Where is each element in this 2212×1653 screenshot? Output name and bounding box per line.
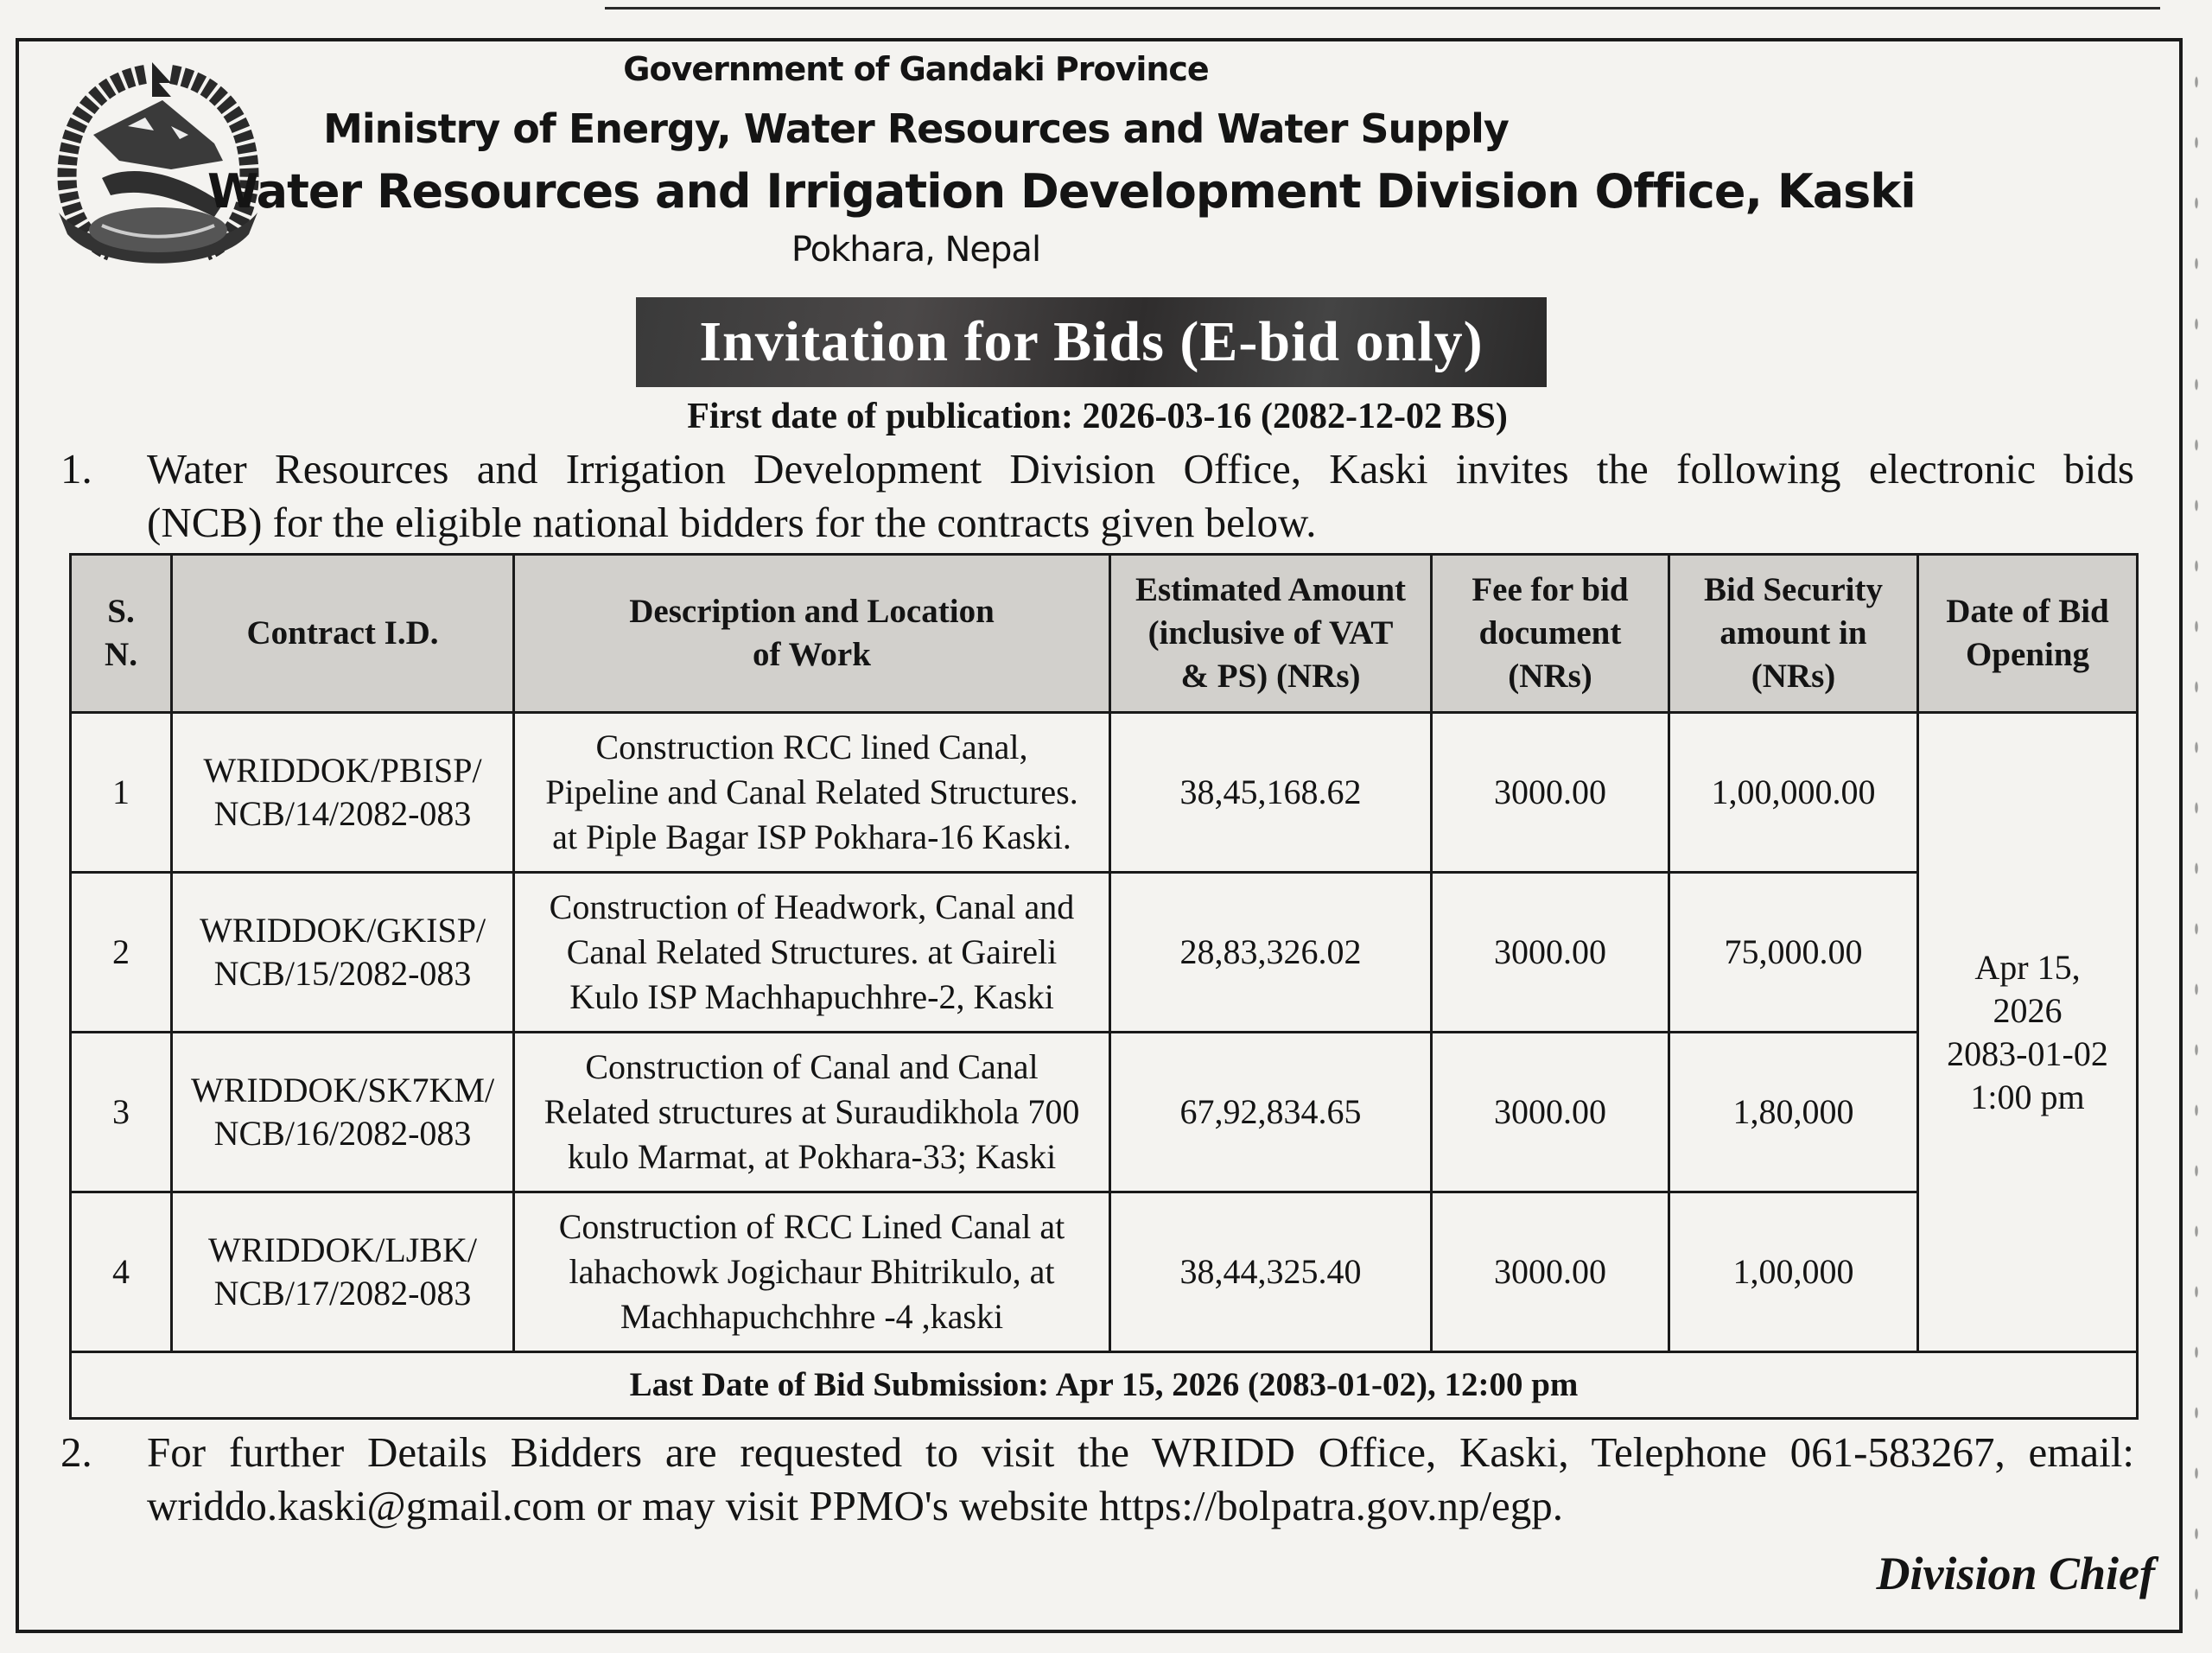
description-line: Canal Related Structures. at Gaireli [566, 932, 1058, 971]
paragraph-line-contact: wriddo.kaski@gmail.com or may visit PPMO's website https://bolpatra.gov.np/egp. [147, 1482, 1564, 1529]
header-text: S. [107, 593, 135, 630]
header-fee [1432, 555, 1669, 713]
paragraph-text [147, 1426, 2134, 1533]
paragraph-line: Water Resources and Irrigation Development Division Office, Kaski invites the following electronic bids [147, 445, 2134, 493]
cell-fee: 3000.00 [1432, 873, 1669, 1033]
header-text: (NRs) [1508, 658, 1592, 695]
header-text: Fee for bid [1471, 571, 1629, 608]
table-row [71, 1033, 2138, 1192]
table-row [71, 1192, 2138, 1352]
cell-bid-security: 1,00,000 [1669, 1192, 1918, 1352]
cell-fee: 3000.00 [1432, 1033, 1669, 1192]
paragraph-number: 1. [60, 445, 92, 493]
header-text: Contract I.D. [246, 614, 439, 652]
opening-date-line: Apr 15, [1974, 947, 2081, 987]
city-heading: Pokhara, Nepal [791, 230, 1041, 270]
last-submission-date: Last Date of Bid Submission: Apr 15, 2026 (2083-01-02), 12:00 pm [71, 1352, 2138, 1419]
header-text: of Work [753, 636, 871, 673]
opening-date-line: 2083-01-02 [1947, 1033, 2108, 1073]
cell-description [514, 1033, 1110, 1192]
opening-date-line: 2026 [1993, 990, 2063, 1030]
paragraph-line: (NCB) for the eligible national bidders for the contracts given below. [147, 499, 1317, 546]
header-estimated-amount [1110, 555, 1432, 713]
contract-id-line: NCB/17/2082-083 [213, 1274, 472, 1313]
contract-id-line: WRIDDOK/LJBK/ [207, 1230, 478, 1269]
signature-division-chief: Division Chief [1876, 1548, 2155, 1599]
contract-id-line: NCB/14/2082-083 [213, 794, 472, 833]
description-line: Construction of Canal and Canal [585, 1047, 1039, 1086]
header-text: & PS) (NRs) [1180, 658, 1361, 695]
paragraph-number: 2. [60, 1428, 92, 1476]
contract-id-line: NCB/15/2082-083 [213, 954, 472, 993]
cell-bid-security: 1,80,000 [1669, 1033, 1918, 1192]
header-text: document [1478, 614, 1622, 652]
description-line: kulo Marmat, at Pokhara-33; Kaski [567, 1137, 1057, 1176]
first-publication-date: First date of publication: 2026-03-16 (2082-12-02 BS) [687, 397, 1508, 436]
table-row [71, 873, 2138, 1033]
cell-contract-id [172, 873, 514, 1033]
description-line: Construction of RCC Lined Canal at [558, 1207, 1065, 1246]
cell-description [514, 713, 1110, 873]
scan-specks [2188, 52, 2212, 1607]
description-line: Related structures at Suraudikhola 700 [543, 1092, 1080, 1131]
cell-opening-date [1918, 713, 2138, 1352]
contract-id-line: NCB/16/2082-083 [213, 1114, 472, 1153]
notice-title-banner: Invitation for Bids (E-bid only) [636, 297, 1547, 387]
ministry-heading: Ministry of Energy, Water Resources and Water Supply [323, 105, 1509, 152]
header-text: Description and Location [629, 593, 995, 630]
header-text: Date of Bid [1946, 593, 2109, 630]
header-text: Opening [1965, 636, 2090, 673]
government-heading: Government of Gandaki Province [623, 50, 1209, 88]
cell-estimated-amount: 28,83,326.02 [1110, 873, 1432, 1033]
cell-description [514, 873, 1110, 1033]
header-sn [71, 555, 172, 713]
cell-bid-security: 75,000.00 [1669, 873, 1918, 1033]
cell-fee: 3000.00 [1432, 713, 1669, 873]
paragraph-2 [60, 1426, 2134, 1538]
header-text: amount in [1719, 614, 1867, 652]
cell-bid-security: 1,00,000.00 [1669, 713, 1918, 873]
description-line: Construction of Headwork, Canal and [549, 887, 1075, 926]
cell-contract-id [172, 713, 514, 873]
header-description [514, 555, 1110, 713]
header-text: N. [105, 636, 137, 673]
description-line: Kulo ISP Machhapuchhre-2, Kaski [569, 977, 1054, 1016]
cell-estimated-amount: 38,44,325.40 [1110, 1192, 1432, 1352]
header-contract-id [172, 555, 514, 713]
description-line: Pipeline and Canal Related Structures. [545, 772, 1078, 811]
cell-sn: 4 [71, 1192, 172, 1352]
header-text: (NRs) [1751, 658, 1836, 695]
description-line: at Piple Bagar ISP Pokhara-16 Kaski. [552, 817, 1071, 856]
contract-id-line: WRIDDOK/GKISP/ [199, 911, 486, 950]
header-text: Estimated Amount [1135, 571, 1407, 608]
cell-description [514, 1192, 1110, 1352]
cell-estimated-amount: 38,45,168.62 [1110, 713, 1432, 873]
description-line: Machhapuchchhre -4 ,kaski [620, 1297, 1004, 1336]
cell-contract-id [172, 1033, 514, 1192]
header-text: Bid Security [1704, 571, 1883, 608]
cell-sn: 3 [71, 1033, 172, 1192]
bids-table [69, 553, 2139, 1420]
header-text: (inclusive of VAT [1147, 614, 1394, 652]
office-heading: Water Resources and Irrigation Development Division Office, Kaski [207, 164, 1916, 219]
paragraph-line: For further Details Bidders are requested to visit the WRIDD Office, Kaski, Telephone 061-583267, email: [147, 1428, 2134, 1476]
contract-id-line: WRIDDOK/PBISP/ [203, 751, 482, 790]
paragraph-1 [60, 442, 2134, 555]
last-submission-row [71, 1352, 2138, 1419]
header-opening-date [1918, 555, 2138, 713]
contract-id-line: WRIDDOK/SK7KM/ [190, 1071, 495, 1109]
cell-sn: 1 [71, 713, 172, 873]
table-row [71, 713, 2138, 873]
header-bid-security [1669, 555, 1918, 713]
cell-estimated-amount: 67,92,834.65 [1110, 1033, 1432, 1192]
cell-sn: 2 [71, 873, 172, 1033]
table-header-row [71, 555, 2138, 713]
cell-fee: 3000.00 [1432, 1192, 1669, 1352]
top-rule [605, 7, 2160, 10]
paragraph-text [147, 442, 2134, 550]
description-line: lahachowk Jogichaur Bhitrikulo, at [569, 1252, 1055, 1291]
description-line: Construction RCC lined Canal, [595, 728, 1028, 766]
cell-contract-id [172, 1192, 514, 1352]
opening-date-line: 1:00 pm [1970, 1077, 2085, 1116]
